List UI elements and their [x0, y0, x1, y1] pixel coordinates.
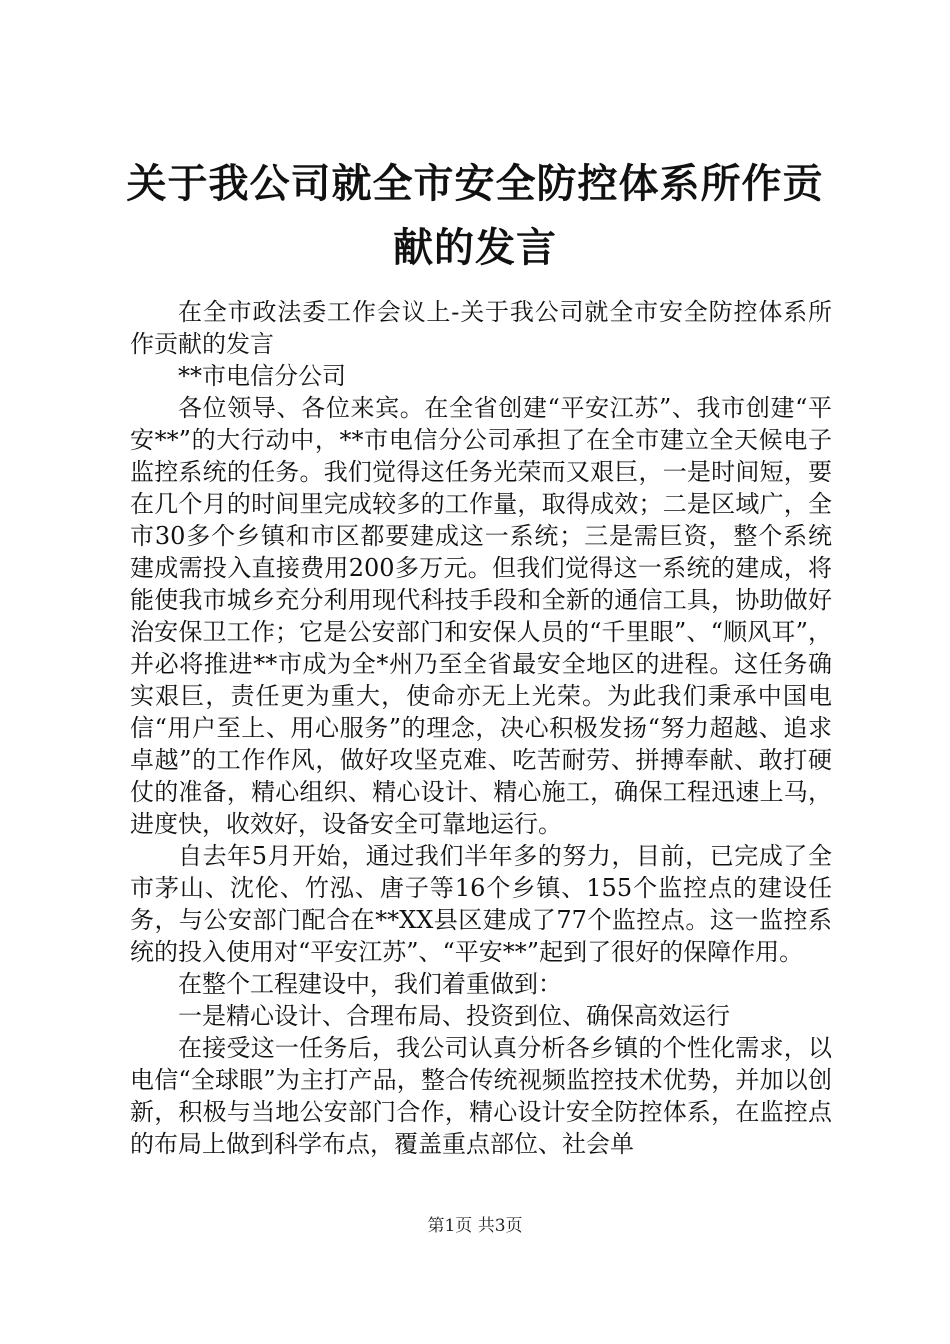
paragraph-intro-points: 在整个工程建设中，我们着重做到：: [178, 970, 562, 998]
document-body: [130, 296, 832, 1160]
paragraph-progress: 自去年5月开始，通过我们半年多的努力，目前，已完成了全市茅山、沈伦、竹泓、唐子等16个乡镇、155个监控点的建设任务，与公安部门配合在**XX县区建成了77个监控点。这一监控系统的投入使用对“平安江苏”、“平安**”起到了很好的保障作用。: [130, 842, 832, 966]
document-title: 关于我公司就全市安全防控体系所作贡献的发言: [126, 160, 824, 271]
paragraph-point-one-body: 在接受这一任务后，我公司认真分析各乡镇的个性化需求，以电信“全球眼”为主打产品，整合传统视频监控技术优势，并加以创新，积极与当地公安部门合作，精心设计安全防控体系，在监控点的布局上做到科学布点，覆盖重点部位、社会单: [130, 1034, 832, 1158]
paragraph-point-one-heading: 一是精心设计、合理布局、投资到位、确保高效运行: [178, 1002, 730, 1030]
page-number: 第1页 共3页: [427, 1216, 523, 1236]
paragraph-author: **市电信分公司: [178, 362, 346, 390]
paragraph-opening: 各位领导、各位来宾。在全省创建“平安江苏”、我市创建“平安**”的大行动中，**市电信分公司承担了在全市建立全天候电子监控系统的任务。我们觉得这任务光荣而又艰巨，一是时间短，要在几个月的时间里完成较多的工作量，取得成效；二是区域广，全市30多个乡镇和市区都要建成这一系统；三是需巨资，整个系统建成需投入直接费用200多万元。但我们觉得这一系统的建成，将能使我市城乡充分利用现代科技手段和全新的通信工具，协助做好治安保卫工作；它是公安部门和安保人员的“千里眼”、“顺风耳”，并必将推进**市成为全*州乃至全省最安全地区的进程。这任务确实艰巨，责任更为重大，使命亦无上光荣。为此我们秉承中国电信“用户至上、用心服务”的理念，决心积极发扬“努力超越、追求卓越”的工作作风，做好攻坚克难、吃苦耐劳、拼搏奉献、敢打硬仗的准备，精心组织、精心设计、精心施工，确保工程迅速上马，进度快，收效好，设备安全可靠地运行。: [130, 394, 832, 838]
paragraph-subtitle: 在全市政法委工作会议上-关于我公司就全市安全防控体系所作贡献的发言: [130, 298, 832, 358]
